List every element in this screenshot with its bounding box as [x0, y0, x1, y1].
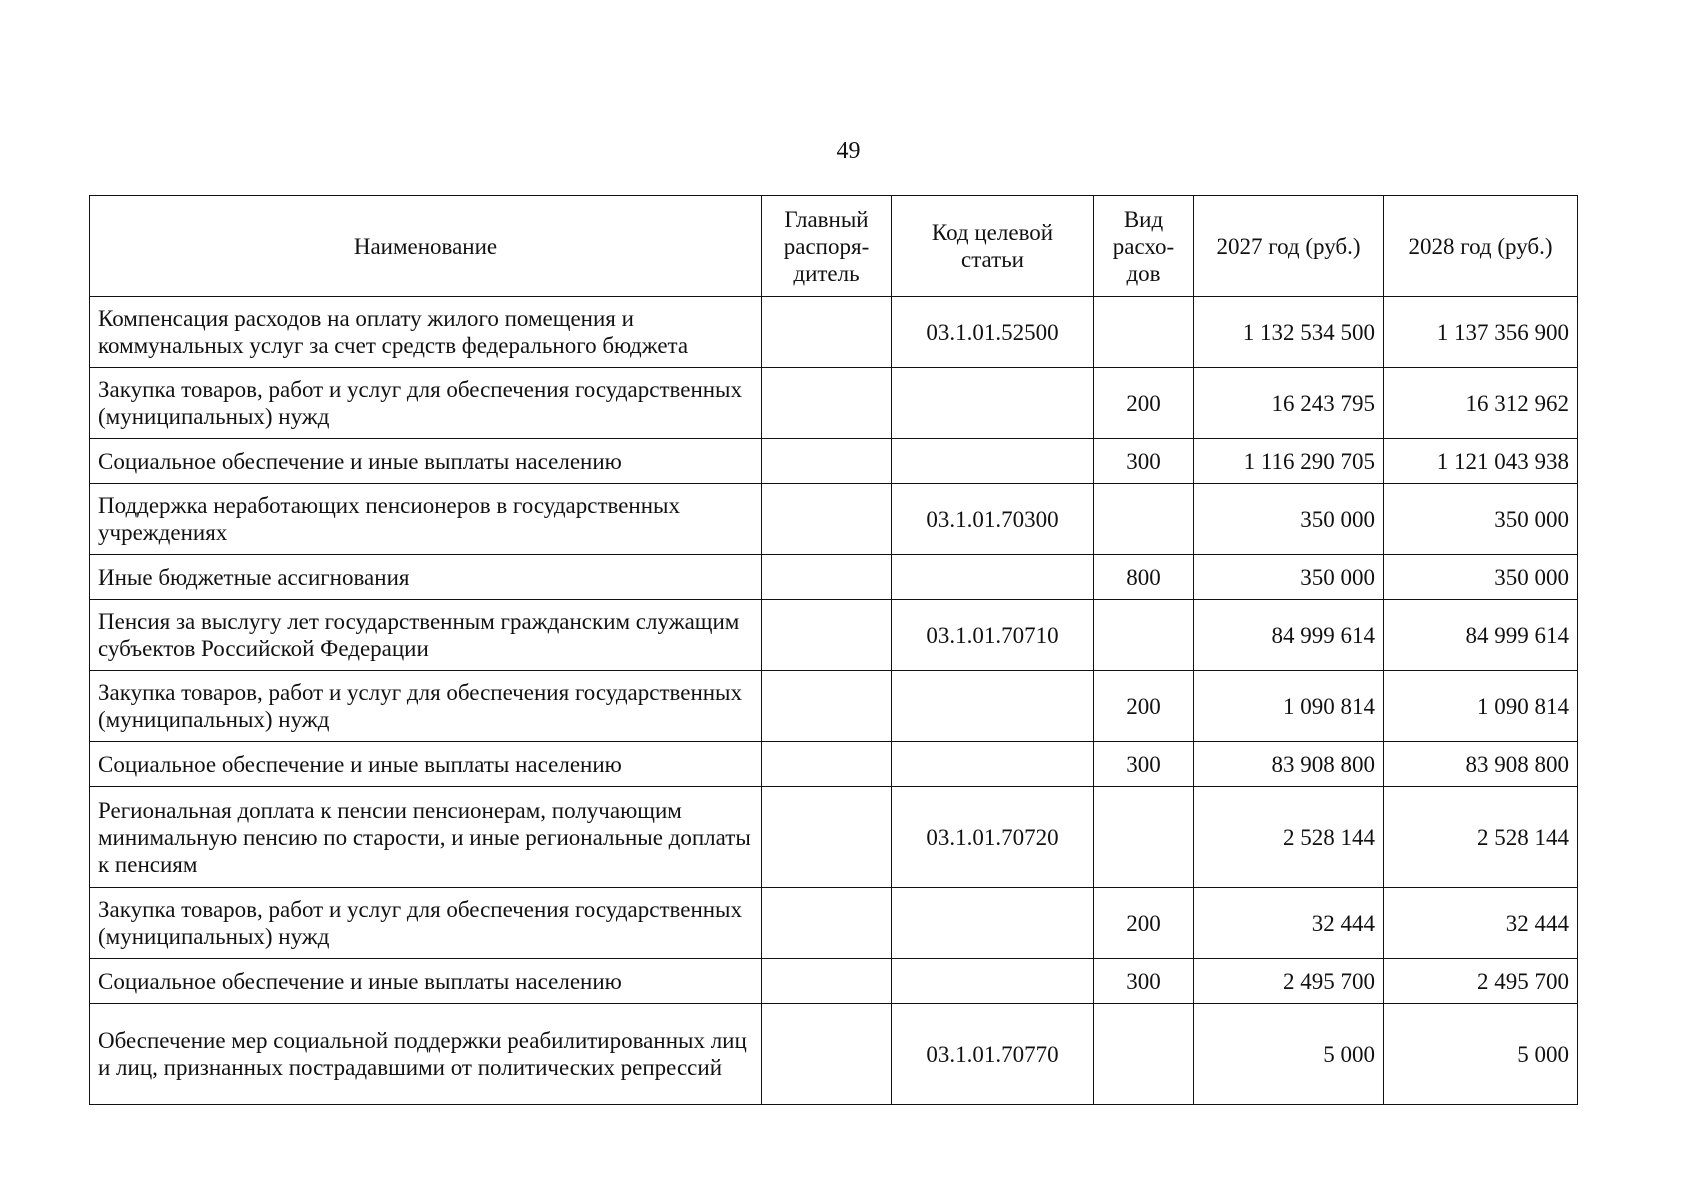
- cell-2028: 350 000: [1384, 555, 1578, 600]
- cell-code: [892, 368, 1094, 439]
- cell-distributor: [762, 600, 892, 671]
- cell-code: [892, 742, 1094, 787]
- cell-2027: 5 000: [1194, 1004, 1384, 1105]
- cell-2028: 5 000: [1384, 1004, 1578, 1105]
- cell-name: Пенсия за выслугу лет государственным гражданским служащим субъектов Российской Федерации: [90, 600, 762, 671]
- cell-name: Социальное обеспечение и иные выплаты населению: [90, 742, 762, 787]
- cell-code: 03.1.01.70300: [892, 484, 1094, 555]
- cell-distributor: [762, 671, 892, 742]
- cell-distributor: [762, 787, 892, 888]
- table-row: [90, 297, 1578, 368]
- cell-2028: 1 090 814: [1384, 671, 1578, 742]
- table-row: [90, 742, 1578, 787]
- cell-type: 800: [1094, 555, 1194, 600]
- cell-distributor: [762, 742, 892, 787]
- cell-2028: 2 495 700: [1384, 959, 1578, 1004]
- cell-type: 300: [1094, 439, 1194, 484]
- cell-2027: 350 000: [1194, 484, 1384, 555]
- cell-type: 300: [1094, 959, 1194, 1004]
- cell-type: 300: [1094, 742, 1194, 787]
- cell-name: Социальное обеспечение и иные выплаты населению: [90, 959, 762, 1004]
- cell-2028: 16 312 962: [1384, 368, 1578, 439]
- cell-name: Компенсация расходов на оплату жилого помещения и коммунальных услуг за счет средств федерального бюджета: [90, 297, 762, 368]
- header-year-2028: 2028 год (руб.): [1384, 196, 1578, 297]
- cell-2027: 32 444: [1194, 888, 1384, 959]
- cell-type: [1094, 787, 1194, 888]
- table-row: [90, 439, 1578, 484]
- cell-code: 03.1.01.70710: [892, 600, 1094, 671]
- cell-2027: 1 132 534 500: [1194, 297, 1384, 368]
- table-row: [90, 1004, 1578, 1105]
- cell-2027: 1 090 814: [1194, 671, 1384, 742]
- cell-name: Обеспечение мер социальной поддержки реабилитированных лиц и лиц, признанных пострадавшими от политических репрессий: [90, 1004, 762, 1105]
- cell-type: [1094, 484, 1194, 555]
- table-row: [90, 555, 1578, 600]
- page-number: 49: [836, 138, 861, 164]
- cell-2028: 1 121 043 938: [1384, 439, 1578, 484]
- cell-2027: 1 116 290 705: [1194, 439, 1384, 484]
- cell-code: [892, 671, 1094, 742]
- cell-distributor: [762, 297, 892, 368]
- cell-type: 200: [1094, 368, 1194, 439]
- budget-table: [89, 195, 1578, 1105]
- header-name: Наименование: [90, 196, 762, 297]
- table-row: [90, 959, 1578, 1004]
- cell-distributor: [762, 888, 892, 959]
- cell-name: Социальное обеспечение и иные выплаты населению: [90, 439, 762, 484]
- cell-code: [892, 959, 1094, 1004]
- cell-2028: 83 908 800: [1384, 742, 1578, 787]
- cell-code: 03.1.01.52500: [892, 297, 1094, 368]
- cell-distributor: [762, 439, 892, 484]
- cell-name: Иные бюджетные ассигнования: [90, 555, 762, 600]
- cell-2028: 84 999 614: [1384, 600, 1578, 671]
- table-row: [90, 671, 1578, 742]
- cell-code: [892, 888, 1094, 959]
- cell-distributor: [762, 368, 892, 439]
- table-row: [90, 484, 1578, 555]
- cell-2028: 32 444: [1384, 888, 1578, 959]
- cell-code: [892, 555, 1094, 600]
- cell-name: Региональная доплата к пенсии пенсионерам, получающим минимальную пенсию по старости, и иные региональные доплаты к пенсиям: [90, 787, 762, 888]
- cell-2027: 2 495 700: [1194, 959, 1384, 1004]
- cell-2028: 2 528 144: [1384, 787, 1578, 888]
- cell-type: [1094, 297, 1194, 368]
- cell-type: 200: [1094, 671, 1194, 742]
- cell-distributor: [762, 1004, 892, 1105]
- cell-distributor: [762, 484, 892, 555]
- table-row: [90, 787, 1578, 888]
- cell-code: 03.1.01.70770: [892, 1004, 1094, 1105]
- table-header-row: [90, 196, 1578, 297]
- cell-distributor: [762, 959, 892, 1004]
- cell-type: [1094, 1004, 1194, 1105]
- cell-type: 200: [1094, 888, 1194, 959]
- cell-code: [892, 439, 1094, 484]
- cell-2027: 2 528 144: [1194, 787, 1384, 888]
- cell-2028: 350 000: [1384, 484, 1578, 555]
- cell-name: Закупка товаров, работ и услуг для обеспечения государственных (муниципальных) нужд: [90, 368, 762, 439]
- table-row: [90, 600, 1578, 671]
- table-row: [90, 368, 1578, 439]
- header-distributor: Главный распоря-дитель: [762, 196, 892, 297]
- cell-2027: 350 000: [1194, 555, 1384, 600]
- cell-type: [1094, 600, 1194, 671]
- header-target-code: Код целевой статьи: [892, 196, 1094, 297]
- cell-name: Закупка товаров, работ и услуг для обеспечения государственных (муниципальных) нужд: [90, 671, 762, 742]
- header-expense-type: Вид расхо-дов: [1094, 196, 1194, 297]
- cell-2027: 16 243 795: [1194, 368, 1384, 439]
- cell-distributor: [762, 555, 892, 600]
- cell-name: Поддержка неработающих пенсионеров в государственных учреждениях: [90, 484, 762, 555]
- cell-2027: 83 908 800: [1194, 742, 1384, 787]
- cell-name: Закупка товаров, работ и услуг для обеспечения государственных (муниципальных) нужд: [90, 888, 762, 959]
- table-row: [90, 888, 1578, 959]
- header-year-2027: 2027 год (руб.): [1194, 196, 1384, 297]
- cell-code: 03.1.01.70720: [892, 787, 1094, 888]
- cell-2027: 84 999 614: [1194, 600, 1384, 671]
- cell-2028: 1 137 356 900: [1384, 297, 1578, 368]
